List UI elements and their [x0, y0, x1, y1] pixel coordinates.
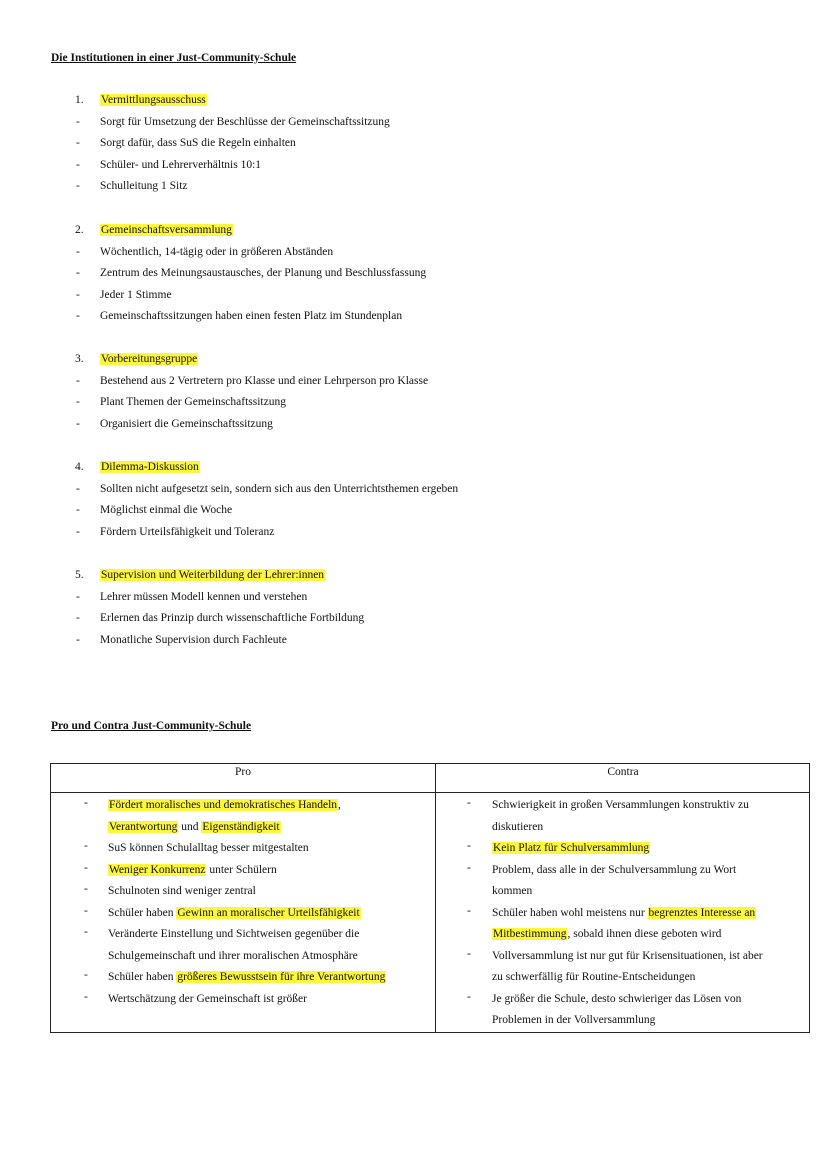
institution-point: Zentrum des Meinungsaustausches, der Planung und Beschlussfassung	[100, 267, 427, 280]
highlighted-text: begrenztes Interesse an	[648, 906, 756, 919]
section-title-pro-contra: Pro und Contra Just-Community-Schule	[51, 720, 252, 732]
pro-argument-line	[108, 924, 359, 946]
bullet-dash: -	[84, 840, 88, 852]
institution-point: Wöchentlich, 14-tägig oder in größeren Abständen	[100, 245, 334, 258]
text-segment: zu schwerfällig für Routine-Entscheidungen	[492, 971, 696, 983]
institution-name	[100, 94, 207, 106]
institution-number: 3.	[75, 353, 84, 365]
pro-argument-line	[108, 860, 277, 882]
contra-argument-line	[492, 946, 763, 968]
text-segment: Veränderte Einstellung und Sichtweisen gegenüber die	[108, 928, 360, 940]
institution-number: 2.	[75, 224, 84, 236]
highlighted-text: Eigenständigkeit	[202, 820, 280, 833]
bullet-dash: -	[76, 115, 80, 128]
bullet-dash: -	[76, 137, 80, 150]
pro-argument-line	[108, 903, 361, 925]
pro-argument-line	[108, 946, 358, 968]
bullet-dash: -	[467, 990, 471, 1003]
institution-point: Plant Themen der Gemeinschaftssitzung	[100, 396, 286, 409]
text-segment: Wertschätzung der Gemeinschaft ist größer	[108, 992, 307, 1005]
institution-name	[100, 224, 233, 236]
pro-argument-line	[108, 989, 307, 1011]
text-segment: Schüler haben	[108, 971, 177, 983]
highlighted-text: Weniger Konkurrenz	[109, 863, 206, 876]
section-title-institutions: Die Institutionen in einer Just-Community-Schule	[51, 52, 297, 64]
bullet-dash: -	[76, 267, 80, 280]
bullet-dash: -	[84, 926, 88, 938]
text-segment: Schulnoten sind weniger zentral	[108, 885, 256, 897]
contra-argument-line	[492, 903, 756, 925]
pro-argument-line	[108, 881, 256, 903]
bullet-dash: -	[76, 612, 80, 625]
bullet-dash: -	[76, 417, 80, 430]
highlighted-text: Mitbestimmung	[493, 928, 567, 940]
bullet-dash: -	[84, 990, 88, 1003]
contra-argument-line	[492, 967, 695, 989]
bullet-dash: -	[76, 158, 80, 171]
institution-point: Möglichst einmal die Woche	[100, 504, 233, 517]
contra-argument-line	[492, 989, 741, 1011]
institution-point: Erlernen das Prinzip durch wissenschaftliche Fortbildung	[100, 612, 365, 625]
bullet-dash: -	[76, 310, 80, 323]
bullet-dash: -	[467, 861, 471, 874]
text-segment: Schüler haben wohl meistens nur	[492, 906, 648, 919]
institution-point: Schulleitung 1 Sitz	[100, 180, 188, 193]
bullet-dash: -	[84, 797, 88, 809]
text-segment: Problem, dass alle in der Schulversammlung zu Wort	[492, 863, 737, 876]
highlighted-text: Dilemma-Diskussion	[101, 461, 199, 473]
institution-point: Gemeinschaftssitzungen haben einen festen Platz im Stundenplan	[100, 310, 403, 323]
pro-argument-line	[108, 967, 386, 989]
institution-point: Jeder 1 Stimme	[100, 288, 172, 301]
bullet-dash: -	[84, 883, 88, 895]
institution-name	[100, 569, 325, 581]
institution-point: Monatliche Supervision durch Fachleute	[100, 633, 287, 646]
bullet-dash: -	[84, 861, 88, 874]
text-segment: Schulgemeinschaft und ihrer moralischen Atmosphäre	[108, 949, 358, 962]
highlighted-text: Supervision und Weiterbildung der Lehrer:innen	[101, 569, 325, 581]
bullet-dash: -	[76, 525, 80, 538]
pro-argument-line	[108, 817, 281, 839]
pro-argument-line	[108, 838, 309, 860]
contra-argument-line	[492, 1010, 655, 1032]
text-segment: Vollversammlung ist nur gut für Krisensituationen, ist aber	[492, 949, 763, 962]
text-segment: SuS können Schulalltag besser mitgestalten	[108, 842, 309, 854]
highlighted-text: Vermittlungsausschuss	[101, 94, 206, 106]
table-column-divider	[435, 764, 436, 1032]
contra-argument-line	[492, 817, 543, 839]
bullet-dash: -	[84, 969, 88, 981]
text-segment: Schüler haben	[108, 906, 177, 919]
contra-argument-line	[492, 881, 532, 903]
institution-number: 4.	[75, 461, 84, 473]
bullet-dash: -	[467, 797, 471, 809]
bullet-dash: -	[76, 396, 80, 409]
text-segment: kommen	[492, 885, 533, 897]
highlighted-text: größeres Bewusstsein für ihre Verantwortung	[177, 971, 386, 983]
pro-column-header: Pro	[235, 766, 251, 778]
text-segment: ,	[338, 799, 341, 811]
text-segment: Problemen in der Vollversammlung	[492, 1014, 656, 1026]
bullet-dash: -	[467, 904, 471, 917]
institution-name	[100, 461, 200, 473]
text-segment: Je größer die Schule, desto schwieriger das Lösen von	[492, 992, 742, 1005]
institution-point: Sorgt für Umsetzung der Beschlüsse der Gemeinschaftssitzung	[100, 115, 390, 128]
institution-point: Sorgt dafür, dass SuS die Regeln einhalten	[100, 137, 296, 150]
contra-argument-line	[492, 795, 749, 817]
bullet-dash: -	[76, 482, 80, 495]
highlighted-text: Gewinn an moralischer Urteilsfähigkeit	[177, 906, 360, 919]
bullet-dash: -	[467, 947, 471, 960]
institution-number: 5.	[75, 569, 84, 581]
pro-argument-line	[108, 795, 341, 817]
text-segment: und	[178, 820, 202, 833]
highlighted-text: Vorbereitungsgruppe	[101, 353, 198, 365]
bullet-dash: -	[76, 245, 80, 258]
bullet-dash: -	[76, 633, 80, 646]
highlighted-text: Verantwortung	[109, 820, 178, 833]
institution-point: Organisiert die Gemeinschaftssitzung	[100, 417, 273, 430]
highlighted-text: Kein Platz für Schulversammlung	[493, 842, 650, 854]
institution-point: Bestehend aus 2 Vertretern pro Klasse und einer Lehrperson pro Klasse	[100, 374, 429, 387]
highlighted-text: Gemeinschaftsversammlung	[101, 224, 232, 236]
bullet-dash: -	[76, 180, 80, 193]
institution-point: Fördern Urteilsfähigkeit und Toleranz	[100, 525, 275, 538]
contra-column-header: Contra	[607, 766, 639, 778]
bullet-dash: -	[76, 374, 80, 387]
institution-point: Sollten nicht aufgesetzt sein, sondern sich aus den Unterrichtsthemen ergeben	[100, 482, 459, 495]
contra-argument-line	[492, 924, 721, 946]
bullet-dash: -	[76, 288, 80, 301]
table-header-divider	[51, 792, 809, 793]
text-segment: Schwierigkeit in großen Versammlungen konstruktiv zu	[492, 799, 749, 811]
bullet-dash: -	[76, 504, 80, 517]
bullet-dash: -	[76, 590, 80, 603]
contra-argument-line	[492, 860, 736, 882]
institution-number: 1.	[75, 94, 84, 106]
text-segment: , sobald ihnen diese geboten wird	[567, 928, 722, 940]
bullet-dash: -	[467, 840, 471, 852]
text-segment: diskutieren	[492, 820, 544, 833]
institution-point: Schüler- und Lehrerverhältnis 10:1	[100, 158, 262, 171]
institution-point: Lehrer müssen Modell kennen und verstehen	[100, 590, 308, 603]
highlighted-text: Fördert moralisches und demokratisches Handeln	[109, 799, 338, 811]
contra-argument-line	[492, 838, 650, 860]
pro-contra-table	[50, 763, 810, 1033]
text-segment: unter Schülern	[206, 863, 277, 876]
bullet-dash: -	[84, 904, 88, 917]
institution-name	[100, 353, 198, 365]
